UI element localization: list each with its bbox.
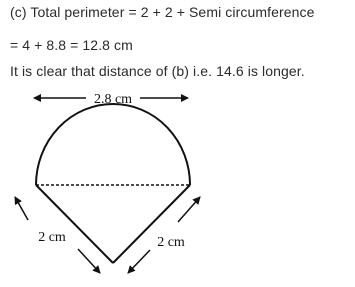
right-dimension-arrow-down: [128, 250, 150, 273]
right-dimension-arrow-up: [178, 197, 200, 222]
triangle-right-side: [113, 185, 190, 263]
left-dimension-arrow-down: [78, 249, 100, 273]
perimeter-result: = 4 + 8.8 = 12.8 cm: [10, 37, 133, 53]
conclusion-statement: It is clear that distance of (b) i.e. 14.6 is longer.: [10, 63, 305, 79]
left-dimension-arrow-up: [15, 197, 28, 220]
perimeter-statement: (c) Total perimeter = 2 + 2 + Semi circumference: [10, 4, 315, 20]
triangle-left-side: [36, 185, 113, 263]
left-side-label: 2 cm: [38, 230, 66, 245]
semicircle-arc: [36, 104, 190, 185]
diameter-label: 2.8 cm: [93, 92, 133, 107]
right-side-label: 2 cm: [157, 235, 185, 250]
